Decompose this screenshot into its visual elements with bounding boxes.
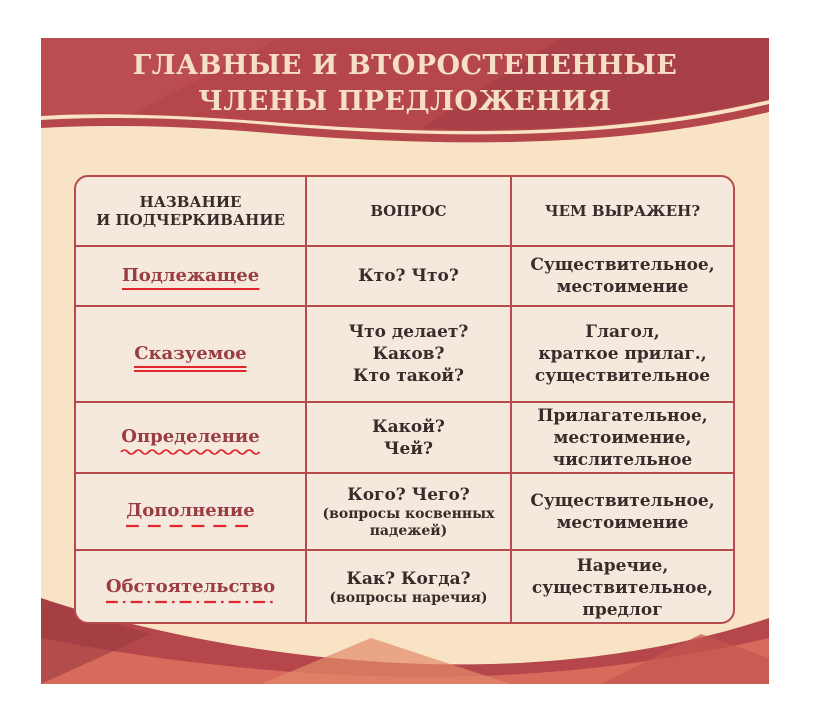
table-row <box>76 403 733 474</box>
expressed-line: Существительное, <box>530 490 715 511</box>
double-underline <box>134 365 247 373</box>
term-predicate <box>134 343 247 366</box>
expressed-line: существительное, <box>531 577 714 598</box>
question-line: Кто? Что? <box>358 266 459 286</box>
expressed-line: местоимение <box>556 512 689 533</box>
term-label: Подлежащее <box>121 264 260 286</box>
header-question: ВОПРОС <box>370 202 447 220</box>
table-header-row <box>76 177 733 247</box>
page-title-line-1: ГЛАВНЫЕ И ВТОРОСТЕПЕННЫЕ <box>132 50 678 81</box>
page-title-line-2: ЧЛЕНЫ ПРЕДЛОЖЕНИЯ <box>198 86 612 117</box>
header-name-line-1: НАЗВАНИЕ <box>139 193 242 211</box>
expressed-line: Глагол, <box>585 322 660 342</box>
question-note: падежей) <box>369 522 448 539</box>
question-line: Что делает? <box>348 322 469 342</box>
expressed-line: краткое прилаг., <box>538 344 707 364</box>
question-cell <box>307 474 512 549</box>
question-line: Кто такой? <box>353 366 464 386</box>
term-adverbial <box>106 576 275 599</box>
term-cell <box>76 551 307 624</box>
expressed-cell <box>512 474 733 549</box>
expressed-line: местоимение <box>556 277 689 297</box>
expressed-line: Существительное, <box>530 255 715 275</box>
expressed-cell <box>512 307 733 401</box>
table-row <box>76 474 733 551</box>
poster <box>41 38 769 684</box>
question-line: Какой? <box>372 416 445 437</box>
term-attribute <box>121 426 259 449</box>
expressed-line: предлог <box>582 599 663 620</box>
question-line: Каков? <box>372 344 445 364</box>
dash-dot-underline <box>106 598 275 606</box>
dashed-underline <box>126 522 255 530</box>
header-expressed-cell <box>512 177 733 245</box>
header-question-cell <box>307 177 512 245</box>
question-line: Чей? <box>384 438 433 459</box>
term-object <box>126 500 255 523</box>
expressed-line: существительное <box>534 366 711 386</box>
expressed-line: местоимение, <box>553 427 692 448</box>
expressed-cell <box>512 247 733 305</box>
expressed-line: Наречие, <box>576 555 669 576</box>
wavy-underline <box>121 448 259 456</box>
term-label: Сказуемое <box>134 342 247 364</box>
header-name-cell <box>76 177 307 245</box>
term-cell <box>76 403 307 472</box>
expressed-line: Прилагательное, <box>537 405 708 426</box>
question-line: Кого? Чего? <box>347 484 470 505</box>
table-row <box>76 551 733 624</box>
term-label: Обстоятельство <box>105 576 276 597</box>
single-underline <box>122 286 259 294</box>
question-line: Как? Когда? <box>346 569 471 589</box>
term-cell <box>76 307 307 401</box>
members-table <box>74 175 735 624</box>
table-row <box>76 307 733 403</box>
term-cell <box>76 247 307 305</box>
question-cell <box>307 307 512 401</box>
term-label: Дополнение <box>126 500 255 521</box>
question-cell <box>307 247 512 305</box>
question-cell <box>307 403 512 472</box>
expressed-line: числительное <box>552 449 693 470</box>
expressed-cell <box>512 551 733 624</box>
header-name-line-2: И ПОДЧЕРКИВАНИЕ <box>96 211 285 229</box>
question-note: (вопросы косвенных <box>322 505 495 522</box>
term-cell <box>76 474 307 549</box>
expressed-cell <box>512 403 733 472</box>
header-expressed: ЧЕМ ВЫРАЖЕН? <box>544 202 701 220</box>
term-label: Определение <box>121 426 260 447</box>
table-row <box>76 247 733 307</box>
question-cell <box>307 551 512 624</box>
question-note: (вопросы наречия) <box>329 590 488 606</box>
term-subject <box>122 265 259 288</box>
